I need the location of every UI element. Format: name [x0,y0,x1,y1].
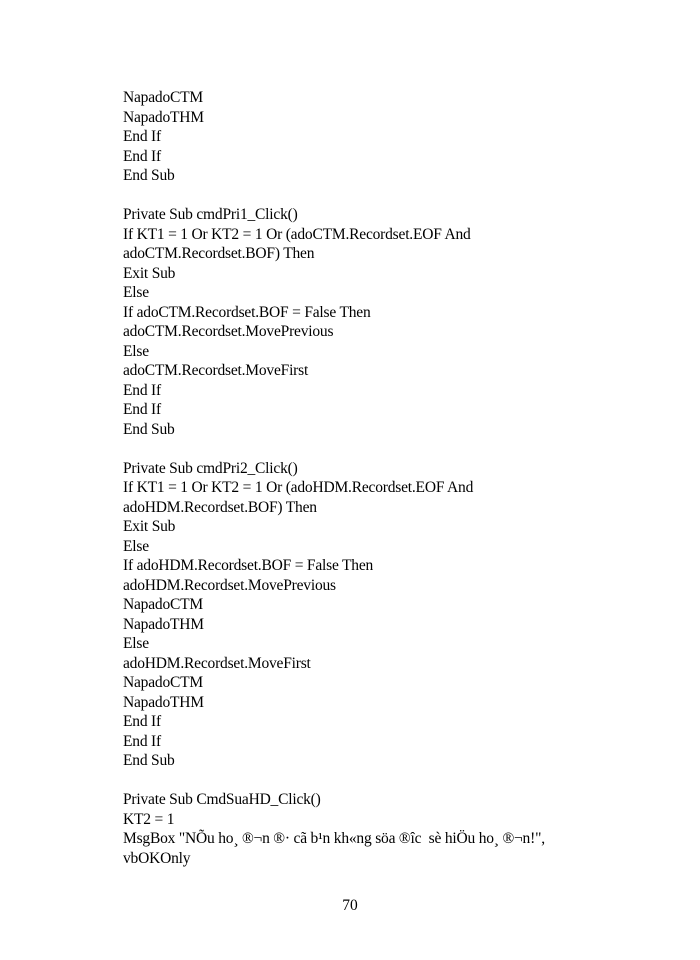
code-line: If adoCTM.Recordset.BOF = False Then [123,303,371,321]
code-line: adoCTM.Recordset.BOF) Then [123,245,315,262]
code-line: End If [123,713,161,730]
code-line: Else [123,342,149,360]
code-line: End If [123,381,161,399]
code-line: NapadoTHM [123,615,204,633]
code-line: Private Sub cmdPri1_Click() [123,206,298,223]
code-line: If adoHDM.Recordset.BOF = False Then [123,557,374,574]
code-listing [123,88,663,868]
code-line: NapadoTHM [123,108,204,126]
code-line: Else [123,284,149,301]
code-line: MsgBox "NÕu ho¸ ®¬n ®· cã b¹n kh«ng söa ®îc sè hiÖu ho¸ ®¬n!", [123,830,545,847]
code-line: End Sub [123,167,175,184]
code-line: End If [123,147,161,165]
code-line: End Sub [123,420,175,438]
code-line: NapadoTHM [123,693,204,711]
code-line: adoHDM.Recordset.MovePrevious [123,576,336,594]
code-line: If KT1 = 1 Or KT2 = 1 Or (adoHDM.Recordset.EOF And [123,479,474,496]
code-line: Exit Sub [123,264,176,282]
code-line: Private Sub CmdSuaHD_Click() [123,791,321,808]
code-line: NapadoCTM [123,674,203,691]
code-line: Private Sub cmdPri2_Click() [123,459,298,477]
code-line: adoCTM.Recordset.MoveFirst [123,362,309,379]
code-line: End If [123,401,161,418]
code-line: Else [123,537,149,555]
code-line: adoCTM.Recordset.MovePrevious [123,323,334,340]
code-line: End If [123,732,161,750]
code-line: vbOKOnly [123,849,191,867]
code-line: Exit Sub [123,518,176,535]
code-line: NapadoCTM [123,89,203,106]
code-line: If KT1 = 1 Or KT2 = 1 Or (adoCTM.Recordset.EOF And [123,225,471,243]
code-line: End If [123,128,161,145]
page-number: 70 [342,897,358,914]
code-line: NapadoCTM [123,596,203,613]
blank-line [123,186,663,206]
code-line: End Sub [123,752,175,769]
code-line: KT2 = 1 [123,810,175,828]
blank-line [123,439,663,459]
code-line: adoHDM.Recordset.BOF) Then [123,498,317,516]
blank-line [123,771,663,791]
code-line: Else [123,635,149,652]
code-line: adoHDM.Recordset.MoveFirst [123,654,311,672]
